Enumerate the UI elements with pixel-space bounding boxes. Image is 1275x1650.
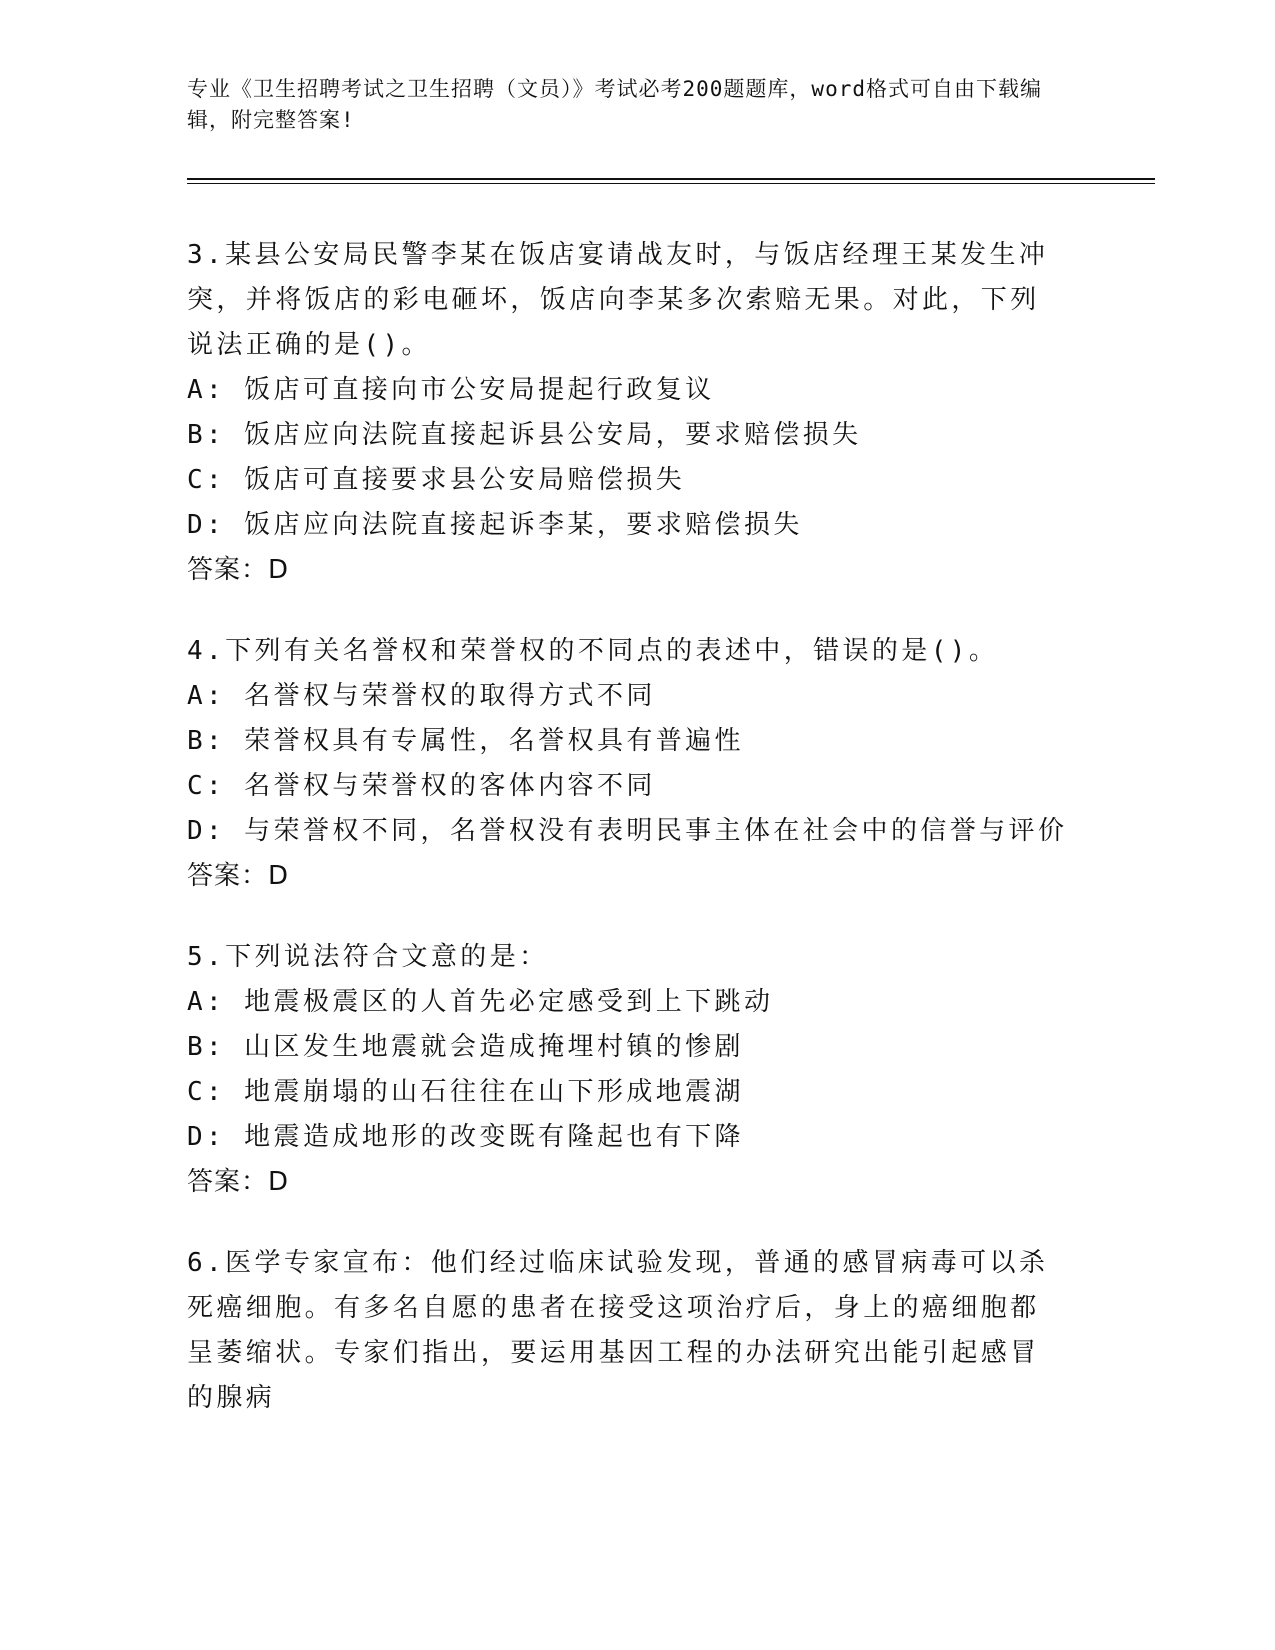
question-3 — [187, 233, 1067, 593]
option-d: D: 地震造成地形的改变既有隆起也有下降 — [187, 1122, 744, 1152]
header-text: 专业《卫生招聘考试之卫生招聘（文员）》考试必考200题题库，word格式可自由下载编辑，附完整答案! — [187, 77, 1042, 132]
answer-line: 答案：D — [187, 555, 290, 585]
answer-line: 答案：D — [187, 861, 290, 891]
question-5 — [187, 935, 1067, 1205]
option-b: B: 饭店应向法院直接起诉县公安局，要求赔偿损失 — [187, 420, 862, 450]
question-stem: 6.医学专家宣布：他们经过临床试验发现，普通的感冒病毒可以杀死癌细胞。有多名自愿的患者在接受这项治疗后，身上的癌细胞都呈萎缩状。专家们指出，要运用基因工程的办法研究出能引起感冒的腺病 — [187, 1248, 1049, 1413]
option-c: C: 饭店可直接要求县公安局赔偿损失 — [187, 465, 686, 495]
option-b: B: 荣誉权具有专属性，名誉权具有普遍性 — [187, 726, 744, 756]
option-d: D: 饭店应向法院直接起诉李某，要求赔偿损失 — [187, 510, 803, 540]
option-a: A: 地震极震区的人首先必定感受到上下跳动 — [187, 987, 774, 1017]
question-stem: 3.某县公安局民警李某在饭店宴请战友时，与饭店经理王某发生冲突，并将饭店的彩电砸坏，饭店向李某多次索赔无果。对此，下列说法正确的是()。 — [187, 240, 1049, 360]
option-a: A: 名誉权与荣誉权的取得方式不同 — [187, 681, 656, 711]
option-a: A: 饭店可直接向市公安局提起行政复议 — [187, 375, 715, 405]
option-c: C: 地震崩塌的山石往往在山下形成地震湖 — [187, 1077, 744, 1107]
option-c: C: 名誉权与荣誉权的客体内容不同 — [187, 771, 656, 801]
question-6 — [187, 1241, 1067, 1421]
header-divider-thick — [187, 178, 1155, 180]
answer-line: 答案：D — [187, 1167, 290, 1197]
question-list — [187, 233, 1067, 1457]
document-header — [187, 74, 1067, 136]
option-b: B: 山区发生地震就会造成掩埋村镇的惨剧 — [187, 1032, 744, 1062]
question-4 — [187, 629, 1067, 899]
header-divider-thin — [187, 183, 1155, 184]
question-stem: 5.下列说法符合文意的是： — [187, 942, 549, 972]
option-d: D: 与荣誉权不同，名誉权没有表明民事主体在社会中的信誉与评价 — [187, 816, 1068, 846]
question-stem: 4.下列有关名誉权和荣誉权的不同点的表述中，错误的是()。 — [187, 636, 999, 666]
